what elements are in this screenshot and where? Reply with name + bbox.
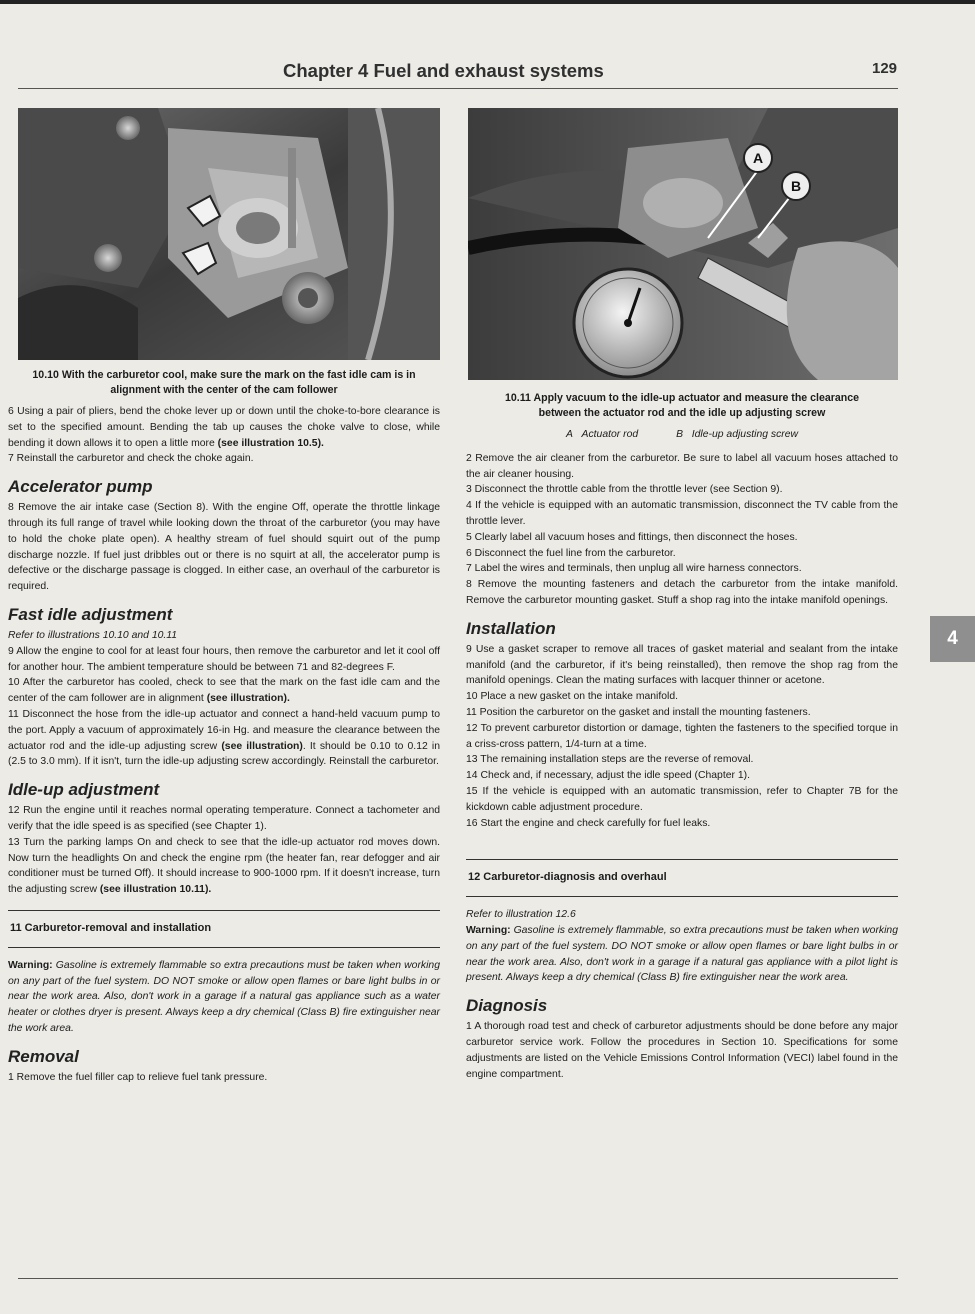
section-tab: 4 bbox=[930, 616, 975, 662]
install-step-13: 13 The remaining installation steps are the reverse of removal. bbox=[466, 754, 754, 766]
paragraph-8: 8 Remove the air intake case (Section 8). With the engine Off, operate the throttle linkage through its full range of travel while looking down the throat of the carburetor (you may have to hold the choke plate open). A healthy stream of fuel should squirt out of the pump discharge nozzle. If fuel just dribbles out or there is no squirt at all, the accelerator pump is defective or the discharge passage is clogged. In either case, an overhaul of the carburetor is required. bbox=[8, 502, 440, 593]
paragraph-10: 10 After the carburetor has cooled, check to see that the mark on the fast idle cam and the center of the cam follower are in alignment (see illustration). bbox=[8, 677, 440, 705]
vacuum-gauge-photo-illustration bbox=[468, 108, 898, 380]
install-step-12: 12 To prevent carburetor distortion or damage, tighten the fasteners to the specified torque in a criss-cross pattern, 1/4-turn at a time. bbox=[466, 722, 898, 750]
fast-idle-reference: Refer to illustrations 10.10 and 10.11 bbox=[8, 629, 178, 641]
warning-11: Warning: Gasoline is extremely flammable so extra precautions must be taken when working on any part of the fuel system. DO NOT smoke or allow open flames or bare light bulbs in or near the work area. Also, don't work in a garage if a natural gas appliance such as a water heater or clothes dryer is present. Always keep a dry chemical (Class B) fire extinguisher near the work area. bbox=[8, 959, 440, 1034]
right-column bbox=[466, 383, 898, 1082]
figure-caption-10-10: 10.10 With the carburetor cool, make sure the mark on the fast idle cam is in alignment with the center of the cam follower bbox=[32, 369, 416, 396]
heading-fast-idle: Fast idle adjustment bbox=[8, 604, 173, 624]
paragraph-7: 7 Reinstall the carburetor and check the choke again. bbox=[8, 453, 254, 465]
removal-step-1: 1 Remove the fuel filler cap to relieve fuel tank pressure. bbox=[8, 1071, 268, 1083]
removal-step-2: 2 Remove the air cleaner from the carburetor. Be sure to label all vacuum hoses attached to the air cleaner housing. bbox=[466, 452, 898, 480]
paragraph-11: 11 Disconnect the hose from the idle-up actuator and connect a hand-held vacuum pump to the port. Apply a vacuum of approximately 16-in Hg. and measure the clearance between the actuator rod and the idle-up adjusting screw (see illustration). It should be 0.10 to 0.12 in (2.5 to 3.0 mm). If it isn't, turn the idle-up adjusting screw accordingly. Reinstall the carburetor. bbox=[8, 708, 440, 768]
section-12-heading: 12 Carburetor-diagnosis and overhaul bbox=[466, 859, 898, 897]
paragraph-6: 6 Using a pair of pliers, bend the choke lever up or down until the choke-to-bore clearance is set to the specified amount. Bending the tab up causes the choke valve to close, while bending it down allows it to open a little more (see illustration 10.5). bbox=[8, 406, 440, 449]
callout-a: A bbox=[752, 150, 764, 166]
top-border bbox=[0, 0, 975, 4]
install-step-15: 15 If the vehicle is equipped with an automatic transmission, refer to Chapter 7B for the kickdown cable adjustment procedure. bbox=[466, 785, 898, 813]
page-header bbox=[0, 60, 975, 84]
chapter-title: Chapter 4 Fuel and exhaust systems bbox=[283, 60, 604, 81]
section-11-heading: 11 Carburetor-removal and installation bbox=[8, 910, 440, 948]
legend-item-a: A Actuator rod bbox=[565, 429, 639, 440]
left-column bbox=[8, 360, 440, 1086]
removal-step-3: 3 Disconnect the throttle cable from the throttle lever (see Section 9). bbox=[466, 484, 783, 496]
removal-step-6: 6 Disconnect the fuel line from the carburetor. bbox=[466, 547, 676, 559]
heading-idle-up: Idle-up adjustment bbox=[8, 780, 160, 800]
removal-step-7: 7 Label the wires and terminals, then unplug all wire harness connectors. bbox=[466, 563, 802, 575]
callout-b: B bbox=[790, 178, 802, 194]
page-number: 129 bbox=[872, 60, 898, 77]
warning-12: Warning: Gasoline is extremely flammable, so extra precautions must be taken when working on any part of the fuel system. DO NOT smoke or allow open flames or bare light bulbs in or near the work area. Also, don't work in a garage if a natural gas appliance with a pilot light is present. Always keep a dry chemical (Class B) fire extinguisher near the work area. bbox=[466, 924, 898, 984]
photo-idle-up-actuator bbox=[468, 108, 898, 380]
section-12-reference: Refer to illustration 12.6 bbox=[466, 909, 576, 921]
figure-caption-10-11: 10.11 Apply vacuum to the idle-up actuator and measure the clearance between the actuator rod and the idle up adjusting screw bbox=[504, 392, 860, 419]
heading-removal: Removal bbox=[8, 1046, 79, 1066]
install-step-16: 16 Start the engine and check carefully for fuel leaks. bbox=[466, 817, 711, 829]
install-step-9: 9 Use a gasket scraper to remove all traces of gasket material and sealant from the intake manifold (and the carburetor, if it's being reinstalled), then remove the shop rag from the manifold openings. Clean the mating surfaces with lacquer thinner or acetone. bbox=[466, 643, 898, 687]
install-step-11: 11 Position the carburetor on the gasket and install the mounting fasteners. bbox=[466, 706, 811, 718]
photo-fast-idle-cam bbox=[18, 108, 440, 360]
paragraph-12: 12 Run the engine until it reaches normal operating temperature. Connect a tachometer and verify that the idle speed is as specified (see Chapter 1). bbox=[8, 805, 440, 832]
paragraph-9: 9 Allow the engine to cool for at least four hours, then remove the carburetor and let it cool off for another hour. The ambient temperature should be between 71 and 82-degrees F. bbox=[8, 645, 440, 673]
removal-step-5: 5 Clearly label all vacuum hoses and fittings, then disconnect the hoses. bbox=[466, 531, 798, 543]
heading-diagnosis: Diagnosis bbox=[466, 996, 548, 1016]
heading-accelerator-pump: Accelerator pump bbox=[8, 477, 153, 497]
footer-rule bbox=[18, 1278, 898, 1279]
install-step-14: 14 Check and, if necessary, adjust the idle speed (Chapter 1). bbox=[466, 770, 750, 782]
header-rule bbox=[18, 88, 898, 89]
removal-step-8: 8 Remove the mounting fasteners and detach the carburetor from the intake manifold. Remove the carburetor mounting gasket. Stuff a shop rag into the intake manifold openings. bbox=[466, 579, 898, 606]
carburetor-photo-illustration bbox=[18, 108, 440, 360]
diagnosis-step-1: 1 A thorough road test and check of carburetor adjustments should be done before any major carburetor service work. Follow the procedures in Section 10. Specifications for some adjustments are listed on the Vehicle Emissions Control Information (VECI) label found in the engine compartment. bbox=[466, 1021, 898, 1080]
legend-item-b: B Idle-up adjusting screw bbox=[676, 429, 799, 440]
heading-installation: Installation bbox=[466, 618, 556, 638]
install-step-10: 10 Place a new gasket on the intake manifold. bbox=[466, 691, 678, 703]
figure-legend bbox=[466, 427, 898, 443]
paragraph-13: 13 Turn the parking lamps On and check to see that the idle-up actuator rod moves down. Now turn the headlights On and check the engine rpm (the heater fan, rear defogger and air conditioner must be turned Off). It should increase to 900-1000 rpm. If it doesn't increase, turn the adjusting screw (see illustration 10.11). bbox=[8, 836, 440, 896]
removal-step-4: 4 If the vehicle is equipped with an automatic transmission, disconnect the TV cable from the throttle lever. bbox=[466, 500, 898, 527]
